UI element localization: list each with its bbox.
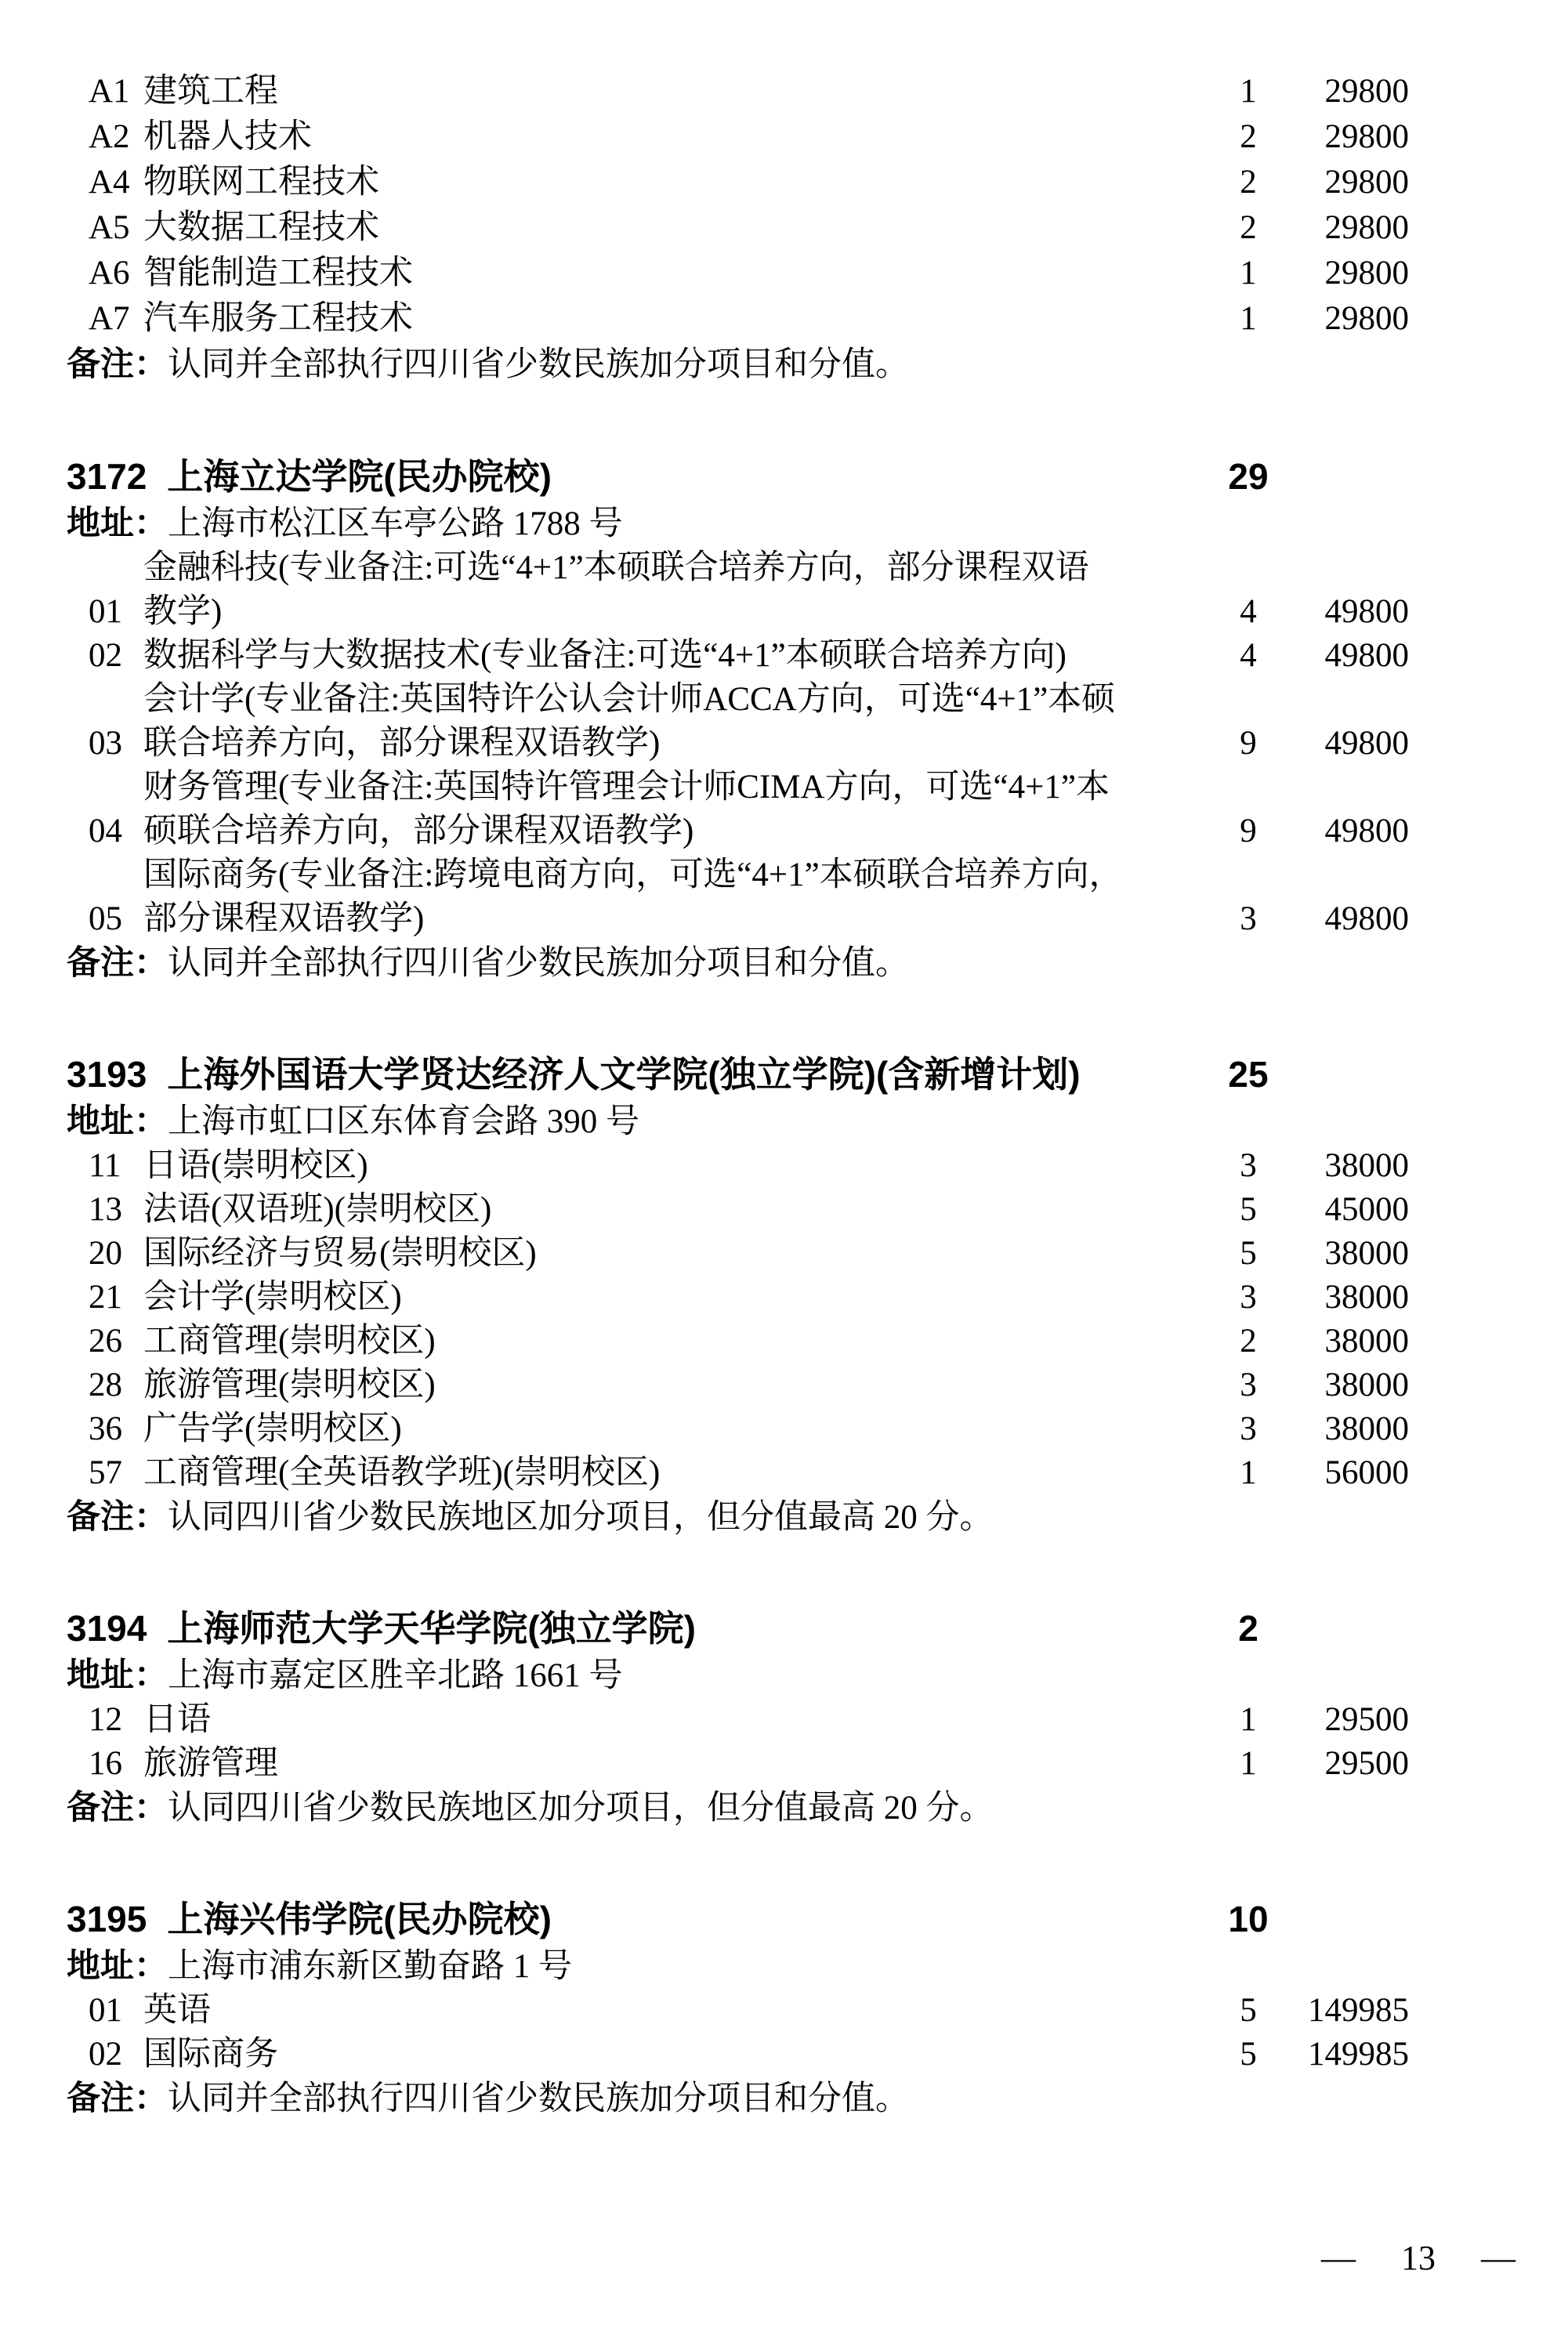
remark-text: 认同四川省少数民族地区加分项目，但分值最高 20 分。	[168, 1499, 994, 1536]
program-name-line: 智能制造工程技术	[143, 255, 413, 291]
program-quantity: 2	[1240, 209, 1257, 246]
program-row	[0, 1363, 1568, 1407]
program-fee: 29800	[1324, 118, 1409, 155]
program-name-line: 汽车服务工程技术	[143, 300, 413, 337]
section-code: 3193	[67, 1054, 147, 1095]
program-row	[0, 296, 1568, 342]
address-label: 地址：	[67, 1947, 168, 1985]
program-row	[0, 1698, 1568, 1742]
program-name	[143, 1407, 1201, 1451]
remark-label: 备注：	[67, 346, 168, 383]
program-code: 26	[89, 1323, 122, 1360]
remark-label: 备注：	[67, 1789, 168, 1827]
program-name-line: 日语(崇明校区)	[143, 1147, 368, 1184]
address-text: 上海市嘉定区胜辛北路 1661 号	[168, 1657, 623, 1694]
program-quantity: 9	[1240, 813, 1257, 849]
program-quantity: 4	[1240, 637, 1257, 674]
program-name	[143, 1188, 1201, 1232]
program-name-line: 国际经济与贸易(崇明校区)	[143, 1235, 537, 1272]
program-row	[0, 1407, 1568, 1451]
program-quantity: 4	[1240, 593, 1257, 630]
program-fee: 49800	[1324, 813, 1409, 849]
program-quantity: 1	[1240, 73, 1257, 110]
program-name	[143, 1363, 1201, 1407]
program-row	[0, 766, 1568, 853]
program-name-line: 广告学(崇明校区)	[143, 1410, 402, 1447]
section-name: 上海兴伟学院(民办院校)	[167, 1899, 552, 1939]
program-quantity: 2	[1240, 118, 1257, 155]
section-code: 3194	[67, 1608, 147, 1649]
program-fee: 49800	[1324, 725, 1409, 762]
program-name-line: 工商管理(全英语教学班)(崇明校区)	[143, 1454, 661, 1491]
program-code: 03	[89, 725, 122, 762]
program-quantity: 3	[1240, 1147, 1257, 1184]
footer-page-number: 13	[1401, 2239, 1436, 2277]
section-name: 上海师范大学天华学院(独立学院)	[167, 1608, 696, 1649]
program-name-line: 联合培养方向，部分课程双语教学)	[143, 725, 661, 762]
section-header	[0, 1049, 1568, 1099]
program-row	[0, 853, 1568, 941]
program-fee: 38000	[1324, 1147, 1409, 1184]
program-code: 02	[89, 637, 122, 674]
program-quantity: 5	[1240, 1992, 1257, 2029]
program-quantity: 1	[1240, 1454, 1257, 1491]
program-name	[143, 1144, 1201, 1188]
program-fee: 38000	[1324, 1323, 1409, 1360]
section-header	[0, 1894, 1568, 1944]
program-name	[143, 634, 1201, 678]
program-name-line: 建筑工程	[143, 73, 278, 110]
address-row	[67, 1944, 1568, 1989]
program-code: A6	[89, 255, 130, 291]
program-code: 57	[89, 1454, 122, 1491]
page-footer	[1321, 2235, 1515, 2282]
program-fee: 149985	[1308, 1992, 1409, 2029]
address-label: 地址：	[67, 1657, 168, 1694]
program-row	[0, 160, 1568, 205]
remark-text: 认同并全部执行四川省少数民族加分项目和分值。	[168, 346, 909, 383]
section	[0, 1894, 1568, 2121]
program-code: A2	[89, 118, 130, 155]
program-name-line: 英语	[143, 1992, 211, 2029]
program-name-line: 会计学(崇明校区)	[143, 1279, 402, 1316]
program-quantity: 1	[1240, 255, 1257, 291]
program-row	[0, 251, 1568, 296]
program-name-line: 国际商务(专业备注:跨境电商方向，可选“4+1”本硕联合培养方向，	[143, 856, 1123, 893]
program-name	[143, 69, 1201, 114]
program-name-line: 会计学(专业备注:英国特许公认会计师ACCA方向，可选“4+1”本硕	[143, 681, 1116, 718]
program-fee: 29500	[1324, 1701, 1409, 1738]
program-row	[0, 546, 1568, 634]
continuation-block	[0, 69, 1568, 388]
program-name	[143, 1320, 1201, 1363]
program-name	[143, 251, 1201, 296]
program-name	[143, 1698, 1201, 1742]
address-row	[67, 1099, 1568, 1144]
program-name-line: 机器人技术	[143, 118, 312, 155]
address-text: 上海市浦东新区勤奋路 1 号	[168, 1948, 572, 1985]
program-fee: 38000	[1324, 1235, 1409, 1272]
address-text: 上海市松江区车亭公路 1788 号	[168, 505, 623, 542]
program-name-line: 硕联合培养方向，部分课程双语教学)	[143, 813, 694, 849]
program-name-line: 旅游管理(崇明校区)	[143, 1367, 436, 1403]
program-code: A4	[89, 164, 130, 201]
remark-row	[67, 342, 1568, 388]
program-name-line: 国际商务	[143, 2036, 278, 2073]
remark-label: 备注：	[67, 1498, 168, 1536]
program-fee: 38000	[1324, 1410, 1409, 1447]
program-name	[143, 1451, 1201, 1495]
program-quantity: 3	[1240, 1367, 1257, 1403]
section-plan-count: 29	[1228, 456, 1269, 497]
program-name-line: 部分课程双语教学)	[143, 900, 425, 937]
section-code: 3172	[67, 456, 147, 497]
program-row	[0, 69, 1568, 114]
program-name	[143, 2033, 1201, 2077]
remark-text: 认同并全部执行四川省少数民族加分项目和分值。	[168, 945, 909, 982]
program-code: A1	[89, 73, 130, 110]
remark-row	[67, 941, 1568, 986]
program-fee: 29800	[1324, 255, 1409, 291]
program-row	[0, 1188, 1568, 1232]
program-name-line: 财务管理(专业备注:英国特许管理会计师CIMA方向，可选“4+1”本	[143, 769, 1110, 806]
section-plan-count: 25	[1228, 1054, 1269, 1095]
program-quantity: 5	[1240, 1235, 1257, 1272]
address-label: 地址：	[67, 1103, 168, 1140]
program-fee: 149985	[1308, 2036, 1409, 2073]
program-name	[143, 160, 1201, 205]
program-quantity: 3	[1240, 1279, 1257, 1316]
program-name	[143, 1989, 1201, 2033]
remark-text: 认同并全部执行四川省少数民族加分项目和分值。	[168, 2080, 909, 2117]
remark-text: 认同四川省少数民族地区加分项目，但分值最高 20 分。	[168, 1790, 994, 1827]
section-header	[0, 1603, 1568, 1653]
section-plan-count: 10	[1228, 1899, 1269, 1939]
program-name	[143, 1276, 1201, 1320]
program-row	[0, 2033, 1568, 2077]
program-name	[143, 1232, 1201, 1276]
program-name	[143, 205, 1201, 251]
program-name-line: 金融科技(专业备注:可选“4+1”本硕联合培养方向，部分课程双语	[143, 549, 1089, 586]
program-quantity: 5	[1240, 2036, 1257, 2073]
program-code: A7	[89, 300, 130, 337]
remark-row	[67, 1495, 1568, 1540]
program-fee: 29500	[1324, 1745, 1409, 1782]
program-name	[143, 546, 1201, 634]
program-quantity: 1	[1240, 300, 1257, 337]
program-fee: 56000	[1324, 1454, 1409, 1491]
program-code: 16	[89, 1745, 122, 1782]
program-name-line: 大数据工程技术	[143, 209, 379, 246]
remark-row	[67, 1786, 1568, 1830]
program-row	[0, 205, 1568, 251]
program-quantity: 5	[1240, 1191, 1257, 1228]
section-code: 3195	[67, 1899, 147, 1939]
program-row	[0, 1320, 1568, 1363]
address-text: 上海市虹口区东体育会路 390 号	[168, 1103, 639, 1140]
program-quantity: 9	[1240, 725, 1257, 762]
program-fee: 38000	[1324, 1367, 1409, 1403]
remark-row	[67, 2077, 1568, 2121]
program-fee: 49800	[1324, 637, 1409, 674]
address-row	[67, 1653, 1568, 1698]
program-quantity: 3	[1240, 1410, 1257, 1447]
program-name-line: 日语	[143, 1701, 211, 1738]
program-code: 20	[89, 1235, 122, 1272]
section-name: 上海立达学院(民办院校)	[167, 456, 552, 497]
section-header	[0, 451, 1568, 502]
program-code: 04	[89, 813, 122, 849]
remark-label: 备注：	[67, 2080, 168, 2117]
program-code: 05	[89, 900, 122, 937]
program-row	[0, 634, 1568, 678]
remark-label: 备注：	[67, 944, 168, 982]
address-row	[67, 502, 1568, 546]
section	[0, 1049, 1568, 1540]
program-name-line: 物联网工程技术	[143, 164, 379, 201]
program-row	[0, 1989, 1568, 2033]
program-name	[143, 114, 1201, 160]
program-name-line: 工商管理(崇明校区)	[143, 1323, 436, 1360]
program-fee: 29800	[1324, 164, 1409, 201]
program-name-line: 教学)	[143, 593, 223, 630]
program-fee: 45000	[1324, 1191, 1409, 1228]
program-code: 12	[89, 1701, 122, 1738]
program-fee: 49800	[1324, 593, 1409, 630]
address-label: 地址：	[67, 505, 168, 542]
footer-dash-left: —	[1321, 2239, 1356, 2277]
program-row	[0, 1742, 1568, 1786]
program-fee: 38000	[1324, 1279, 1409, 1316]
program-row	[0, 1451, 1568, 1495]
program-code: 21	[89, 1279, 122, 1316]
program-code: 28	[89, 1367, 122, 1403]
program-name	[143, 296, 1201, 342]
program-code: 01	[89, 593, 122, 630]
program-code: 36	[89, 1410, 122, 1447]
program-row	[0, 114, 1568, 160]
program-row	[0, 678, 1568, 766]
program-quantity: 1	[1240, 1701, 1257, 1738]
program-quantity: 2	[1240, 164, 1257, 201]
section-name: 上海外国语大学贤达经济人文学院(独立学院)(含新增计划)	[167, 1054, 1081, 1095]
section-plan-count: 2	[1238, 1608, 1258, 1649]
program-row	[0, 1232, 1568, 1276]
program-code: 02	[89, 2036, 122, 2073]
program-code: A5	[89, 209, 130, 246]
program-fee: 29800	[1324, 300, 1409, 337]
program-fee: 49800	[1324, 900, 1409, 937]
program-quantity: 1	[1240, 1745, 1257, 1782]
footer-dash-right: —	[1481, 2239, 1515, 2277]
program-code: 01	[89, 1992, 122, 2029]
program-quantity: 2	[1240, 1323, 1257, 1360]
section	[0, 1603, 1568, 1830]
program-name-line: 法语(双语班)(崇明校区)	[143, 1191, 492, 1228]
program-name-line: 旅游管理	[143, 1745, 278, 1782]
section	[0, 451, 1568, 986]
program-fee: 29800	[1324, 209, 1409, 246]
program-fee: 29800	[1324, 73, 1409, 110]
program-name	[143, 678, 1201, 766]
program-row	[0, 1144, 1568, 1188]
program-name	[143, 766, 1201, 853]
program-code: 13	[89, 1191, 122, 1228]
program-row	[0, 1276, 1568, 1320]
program-code: 11	[89, 1147, 121, 1184]
program-quantity: 3	[1240, 900, 1257, 937]
program-name	[143, 1742, 1201, 1786]
program-name	[143, 853, 1201, 941]
program-name-line: 数据科学与大数据技术(专业备注:可选“4+1”本硕联合培养方向)	[143, 637, 1067, 674]
